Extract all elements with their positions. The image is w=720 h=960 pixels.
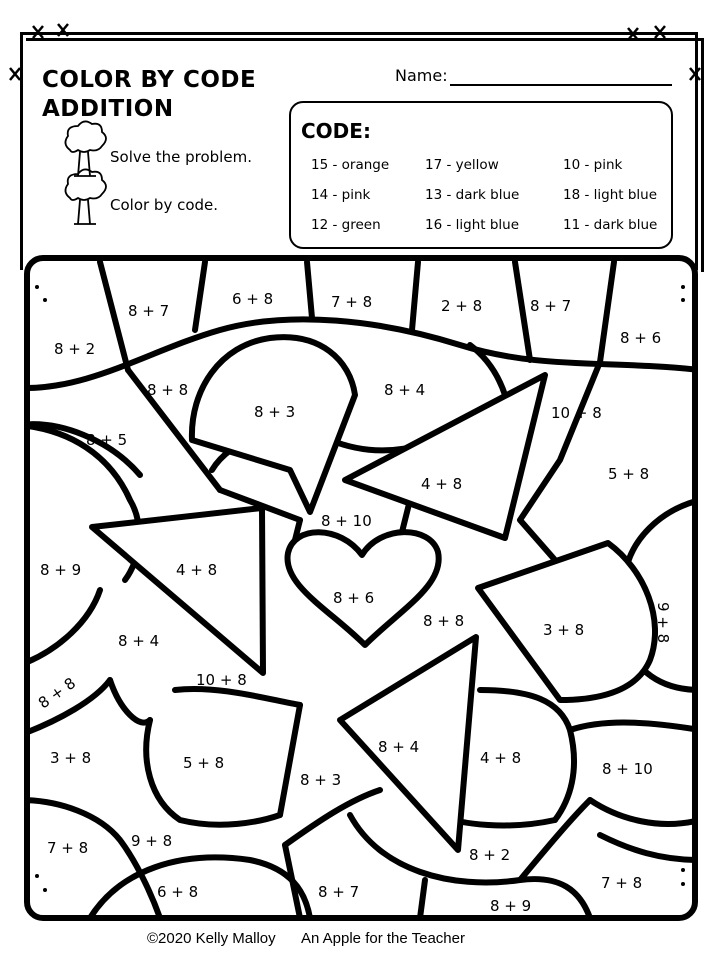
puzzle-line: [280, 705, 300, 815]
puzzle-line: [90, 857, 310, 918]
puzzle-line: [600, 262, 614, 362]
code-item: 10 - pink: [563, 157, 623, 173]
code-item: 18 - light blue: [563, 187, 658, 203]
code-item: 14 - pink: [311, 187, 371, 203]
problem-label: 8 + 10: [321, 512, 372, 530]
puzzle-line: [20, 800, 160, 918]
title-line-1: COLOR BY CODE: [42, 67, 257, 93]
code-item: 16 - light blue: [425, 217, 520, 233]
code-item: 15 - orange: [311, 157, 390, 173]
problem-label: 8 + 6: [333, 589, 375, 607]
puzzle-line: [285, 845, 300, 918]
puzzle-line: [175, 689, 300, 705]
instruction-color: Color by code.: [110, 196, 219, 214]
problem-label: 7 + 8: [47, 839, 89, 857]
puzzle-line: [20, 590, 100, 665]
problem-label: 8 + 7: [318, 883, 360, 901]
puzzle-line: [110, 680, 150, 723]
problem-label: 6 + 8: [157, 883, 199, 901]
problem-label: 10 + 8: [196, 671, 247, 689]
puzzle-line: [590, 800, 700, 824]
problem-label: 9 + 8: [654, 602, 672, 644]
code-item: 17 - yellow: [425, 157, 499, 173]
problem-label: 2 + 8: [441, 297, 483, 315]
problem-label: 4 + 8: [421, 475, 463, 493]
brand-text: An Apple for the Teacher: [300, 930, 465, 947]
puzzle-line: [412, 262, 418, 330]
name-label: Name:: [395, 66, 448, 85]
problem-label: 7 + 8: [331, 293, 373, 311]
code-item: 12 - green: [311, 217, 381, 233]
problem-label: 4 + 8: [176, 561, 218, 579]
problem-label: 3 + 8: [543, 621, 585, 639]
problem-label: 8 + 8: [423, 612, 465, 630]
puzzle-line: [600, 835, 700, 860]
problem-label: 8 + 5: [86, 431, 128, 449]
problem-label: 9 + 8: [131, 832, 173, 850]
puzzle-line: [570, 723, 700, 731]
code-item: 13 - dark blue: [425, 187, 520, 203]
puzzle-line: [625, 500, 700, 575]
puzzle-line: [100, 262, 128, 370]
puzzle-shape: [345, 375, 545, 538]
problem-label: 8 + 4: [118, 632, 160, 650]
puzzle-line: [146, 720, 280, 825]
instruction-solve: Solve the problem.: [110, 148, 252, 166]
problem-label: 8 + 4: [384, 381, 426, 399]
problem-label: 10 + 8: [551, 404, 602, 422]
problem-label: 8 + 4: [378, 738, 420, 756]
puzzle-line: [195, 262, 205, 330]
problem-label: 8 + 8: [147, 381, 189, 399]
problem-label: 7 + 8: [601, 874, 643, 892]
problem-label: 8 + 9: [490, 897, 532, 915]
problem-label: 3 + 8: [50, 749, 92, 767]
problem-label: 8 + 2: [54, 340, 96, 358]
code-title: CODE:: [301, 119, 371, 143]
problem-label: 8 + 2: [469, 846, 511, 864]
problem-label: 8 + 7: [128, 302, 170, 320]
puzzle-line: [350, 815, 590, 918]
problem-label: 8 + 7: [530, 297, 572, 315]
title-line-2: ADDITION: [42, 96, 174, 122]
problem-label: 5 + 8: [608, 465, 650, 483]
problem-label: 4 + 8: [480, 749, 522, 767]
problem-label: 6 + 8: [232, 290, 274, 308]
problem-label: 8 + 6: [620, 329, 662, 347]
problem-label: 8 + 3: [300, 771, 342, 789]
puzzle-line: [420, 880, 425, 918]
problem-label: 5 + 8: [183, 754, 225, 772]
problem-label: 8 + 10: [602, 760, 653, 778]
copyright-text: ©2020 Kelly Malloy: [147, 930, 276, 947]
puzzle-line: [520, 800, 590, 880]
code-item: 11 - dark blue: [563, 217, 658, 233]
puzzle-line: [515, 262, 530, 360]
problem-label: 8 + 8: [34, 673, 80, 713]
footer: [147, 930, 487, 947]
puzzle-line: [307, 262, 312, 318]
problem-label: 8 + 9: [40, 561, 82, 579]
problem-label: 8 + 3: [254, 403, 296, 421]
